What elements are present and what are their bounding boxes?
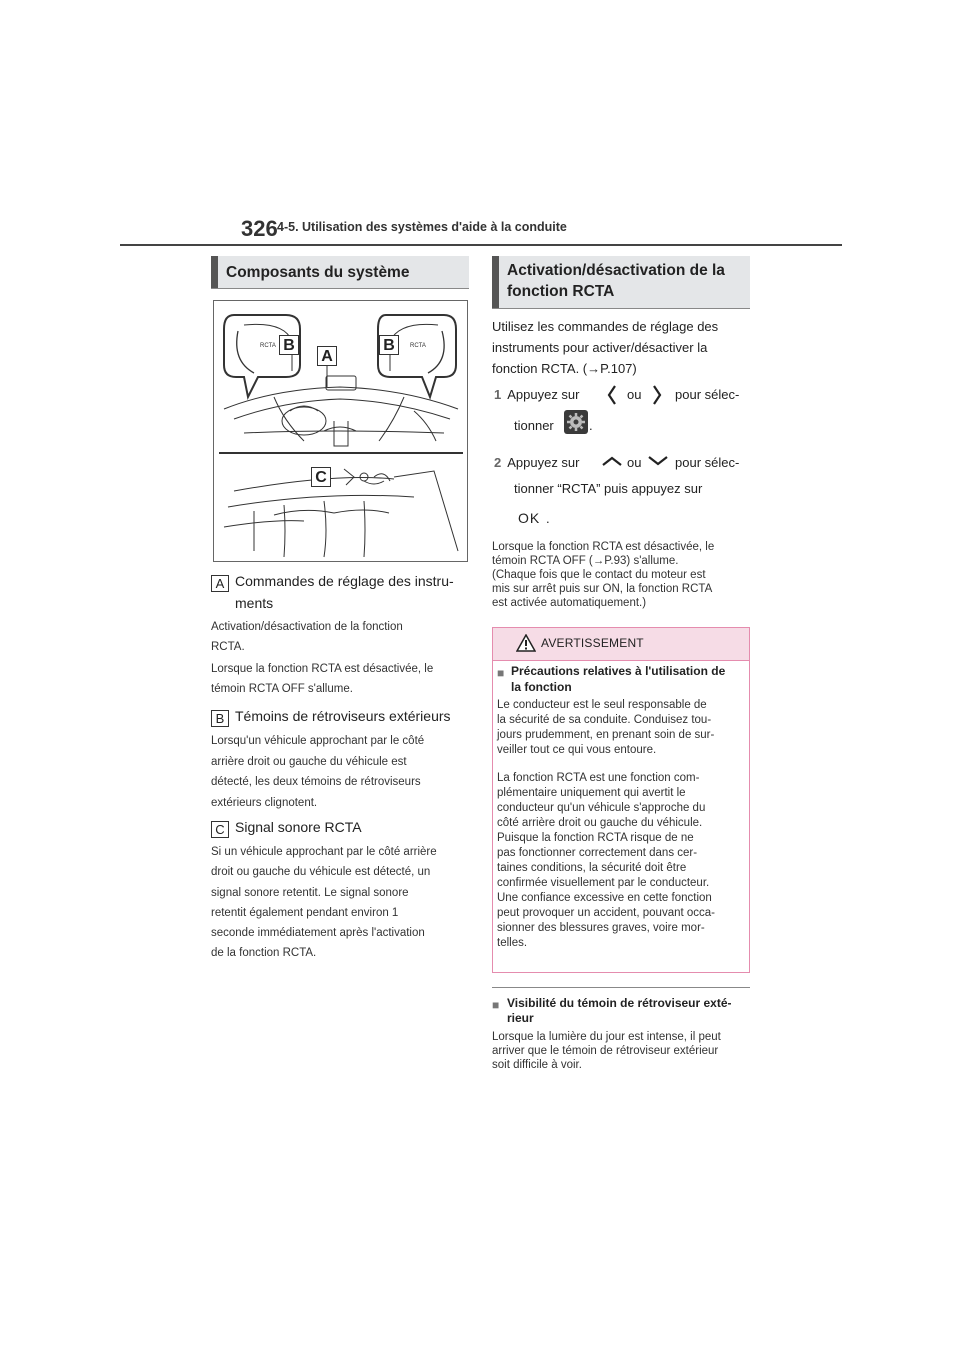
page-number: 326: [241, 216, 278, 241]
item-c-text-5: seconde immédiatement après l'activation: [211, 927, 425, 939]
warning-p1-1: Le conducteur est le seul responsable de: [497, 699, 707, 711]
item-c-heading: C Signal sonore RCTA: [211, 818, 362, 838]
header-rule: [120, 244, 842, 246]
item-c-text-6: de la fonction RCTA.: [211, 947, 317, 959]
visibility-square-bullet: ■: [492, 998, 500, 1012]
svg-text:RCTA: RCTA: [260, 343, 276, 349]
section-rule: [492, 987, 750, 988]
item-a-heading: A Commandes de réglage des instru-: [211, 572, 454, 592]
intro-line-3: fonction RCTA. (→P.107): [492, 361, 637, 376]
warning-p1-3: jours prudemment, en prenant soin de sur-: [497, 729, 715, 741]
warning-heading-2: la fonction: [511, 680, 572, 694]
item-b-key: B: [211, 710, 229, 727]
step-2-line-2: tionner “RCTA” puis appuyez sur: [514, 481, 703, 496]
item-a-key: A: [211, 575, 229, 592]
step-2-suffix: pour sélec-: [675, 455, 740, 470]
figure-label-b-right: B: [379, 335, 399, 355]
chevron-right-icon: [651, 384, 663, 406]
figure-label-a: A: [317, 346, 337, 366]
item-b-text-2: arrière droit ou gauche du véhicule est: [211, 756, 407, 768]
chapter-title: 4-5. Utilisation des systèmes d'aide à la conduite: [277, 220, 567, 234]
figure-label-b-left: B: [279, 335, 299, 355]
svg-text:RCTA: RCTA: [410, 343, 426, 349]
chevron-left-icon: [606, 384, 618, 406]
ok-button-icon: OK: [518, 510, 541, 526]
section-title-components: Composants du système: [211, 256, 469, 288]
warning-p2-2: plémentaire uniquement qui avertit le: [497, 787, 686, 799]
note-line-2: témoin RCTA OFF (→P.93) s'allume.: [492, 555, 679, 567]
item-c-text-4: retentit également pendant environ 1: [211, 907, 399, 919]
figure-label-c: C: [311, 467, 331, 487]
warning-heading-1: Précautions relatives à l'utilisation de: [511, 664, 726, 678]
item-b-text-3: détecté, les deux témoins de rétroviseurs: [211, 776, 421, 788]
warning-p2-5: Puisque la fonction RCTA risque de ne: [497, 832, 694, 844]
item-a-text-3: Lorsque la fonction RCTA est désactivée, le: [211, 663, 434, 675]
warning-p2-8: confirmée visuellement par le conducteur.: [497, 877, 710, 889]
dashboard-illustration: [214, 301, 467, 561]
step-2-line-1: 2 Appuyez sur: [494, 455, 580, 470]
item-b-heading: B Témoins de rétroviseurs extérieurs: [211, 707, 451, 727]
item-a-text-2: RCTA.: [211, 641, 245, 653]
item-c-text-1: Si un véhicule approchant par le côté arrière: [211, 846, 437, 858]
item-b-text-4: extérieurs clignotent.: [211, 797, 318, 809]
warning-p2-9: Une confiance excessive en cette fonction: [497, 892, 712, 904]
warning-p1-2: la sécurité de sa conduite. Conduisez tou-: [497, 714, 712, 726]
step-2-end: .: [546, 511, 550, 526]
step-1-line-1: 1 Appuyez sur: [494, 387, 580, 402]
note-line-3: (Chaque fois que le contact du moteur est: [492, 569, 706, 581]
visibility-heading-1: Visibilité du témoin de rétroviseur exté-: [507, 996, 732, 1010]
warning-p2-12: telles.: [497, 937, 528, 949]
item-a-text-4: témoin RCTA OFF s'allume.: [211, 683, 353, 695]
step-1-end: .: [589, 418, 593, 433]
warning-title: AVERTISSEMENT: [541, 636, 644, 650]
warning-p2-10: peut provoquer un accident, pouvant occa-: [497, 907, 716, 919]
item-b-text-1: Lorsqu'un véhicule approchant par le côté: [211, 735, 425, 747]
item-a-heading-cont: ments: [235, 595, 274, 611]
item-c-text-2: droit ou gauche du véhicule est détecté, un: [211, 866, 431, 878]
section-underline: [492, 308, 750, 309]
warning-p2-11: sionner des blessures graves, voire mor-: [497, 922, 705, 934]
chevron-down-icon: [647, 455, 669, 467]
visibility-heading-2: rieur: [507, 1011, 534, 1025]
warning-p2-6: pas fonctionner correctement dans cer-: [497, 847, 698, 859]
visibility-text-3: soit difficile à voir.: [492, 1059, 582, 1071]
item-c-text-3: signal sonore retentit. Le signal sonore: [211, 887, 409, 899]
intro-line-1: Utilisez les commandes de réglage des: [492, 319, 719, 334]
chevron-up-icon: [601, 455, 623, 467]
system-figure: [213, 300, 468, 562]
step-2-or: ou: [627, 455, 642, 470]
warning-p2-1: La fonction RCTA est une fonction com-: [497, 772, 700, 784]
warning-p2-4: côté arrière droit ou gauche du véhicule.: [497, 817, 703, 829]
warning-square-bullet: ■: [497, 666, 505, 680]
note-line-4: mis sur arrêt puis sur ON, la fonction RCTA: [492, 583, 713, 595]
visibility-text-2: arriver que le témoin de rétroviseur extérieur: [492, 1045, 719, 1057]
warning-p2-3: conducteur qu'un véhicule s'approche du: [497, 802, 706, 814]
figure-divider: [219, 452, 463, 454]
settings-gear-icon: [564, 410, 588, 434]
note-line-1: Lorsque la fonction RCTA est désactivée, le: [492, 541, 715, 553]
warning-triangle-icon: [516, 634, 536, 652]
item-c-key: C: [211, 821, 229, 838]
section-title-activation: Activation/désactivation de la fonction RCTA: [492, 256, 750, 308]
warning-p2-7: taines conditions, la sécurité doit être: [497, 862, 687, 874]
note-line-5: est activée automatiquement.): [492, 597, 647, 609]
step-1-or: ou: [627, 387, 642, 402]
step-1-suffix: pour sélec-: [675, 387, 740, 402]
intro-line-2: instruments pour activer/désactiver la: [492, 340, 708, 355]
warning-p1-4: veiller tout ce qui vous entoure.: [497, 744, 657, 756]
visibility-text-1: Lorsque la lumière du jour est intense, il peut: [492, 1031, 721, 1043]
step-1-line-2: tionner: [514, 418, 554, 433]
section-underline: [211, 288, 469, 289]
item-a-text-1: Activation/désactivation de la fonction: [211, 621, 403, 633]
